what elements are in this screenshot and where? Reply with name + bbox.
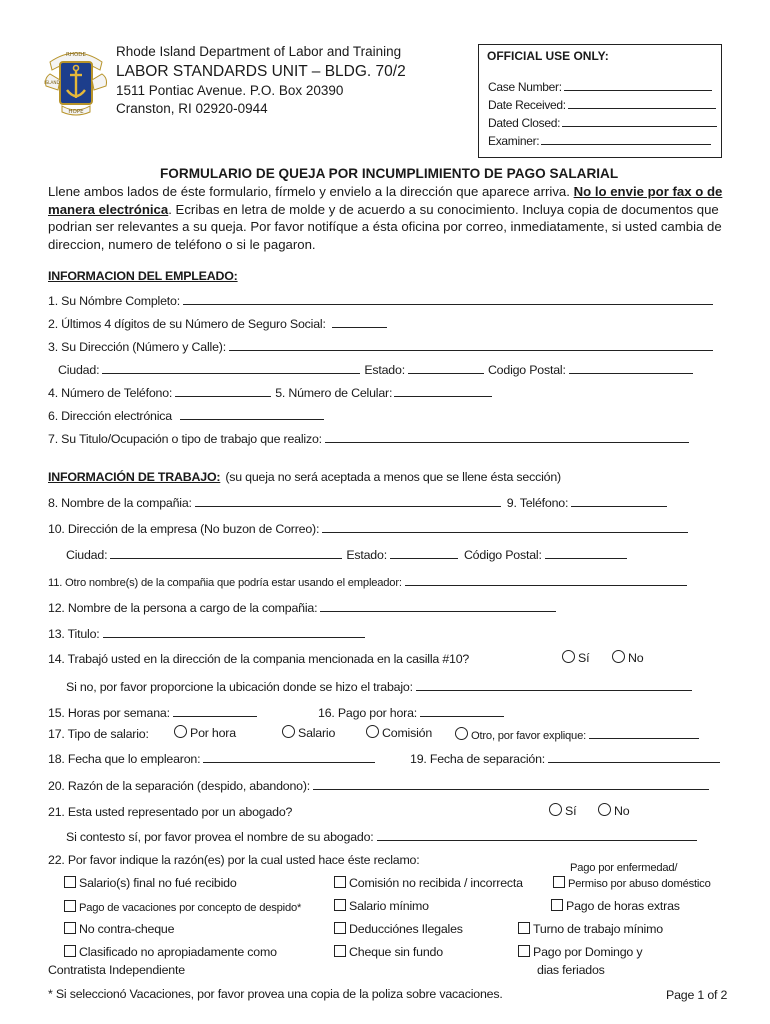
q21-yes-option[interactable] xyxy=(549,803,576,818)
reason-misclassified-label: Clasificado no apropiadamente como xyxy=(79,945,277,959)
company-state-field[interactable] xyxy=(390,547,458,559)
q6-label: 6. Dirección electrónica xyxy=(48,409,172,423)
pay-hour-label: Por hora xyxy=(190,726,236,740)
reason-final-wages-label: Salario(s) final no fué recibido xyxy=(79,876,237,890)
q14-followup-label: Si no, por favor proporcione la ubicación donde se hizo el trabajo: xyxy=(66,680,413,694)
reason-sunday-holiday-checkbox[interactable] xyxy=(518,945,530,957)
reason-sunday-holiday[interactable] xyxy=(518,945,642,959)
q20-label: 20. Razón de la separación (despido, abandono): xyxy=(48,779,311,793)
form-title: FORMULARIO DE QUEJA POR INCUMPLIMIENTO DE PAGO SALARIAL xyxy=(160,166,619,181)
intro-warning: No lo envie por fax o de manera electrónica xyxy=(48,184,723,217)
q21-yes-radio[interactable] xyxy=(549,803,562,816)
separation-date-field[interactable] xyxy=(548,751,720,763)
reason-final-wages-checkbox[interactable] xyxy=(64,876,76,888)
dated-closed-field[interactable] xyxy=(562,115,717,127)
zip-label: Codigo Postal: xyxy=(487,363,566,377)
reason-commission-checkbox[interactable] xyxy=(334,876,346,888)
q18-label: 18. Fecha que lo emplearon: xyxy=(48,752,201,766)
reason-minimum-wage-label: Salario mínimo xyxy=(349,899,429,913)
reason-illegal-deductions-checkbox[interactable] xyxy=(334,922,346,934)
pay-commission-label: Comisión xyxy=(382,726,433,740)
separation-reason-field[interactable] xyxy=(313,778,709,790)
city-label: Ciudad: xyxy=(58,363,100,377)
person-in-charge-field[interactable] xyxy=(320,600,556,612)
pay-other-label: Otro, por favor explique: xyxy=(471,730,587,742)
state-seal xyxy=(40,40,112,118)
q21-label: 21. Esta usted representado por un abogado? xyxy=(48,805,293,819)
reason-overtime[interactable] xyxy=(551,899,680,913)
dated-closed-label: Dated Closed: xyxy=(488,116,561,130)
pay-other-field[interactable] xyxy=(589,727,699,739)
q21-yes-label: Sí xyxy=(565,804,577,818)
q8-label: 8. Nombre de la compañia: xyxy=(48,496,192,510)
reason-no-paystub-label: No contra-cheque xyxy=(79,922,175,936)
reason-minimum-shift-checkbox[interactable] xyxy=(518,922,530,934)
reason-sick-pay-checkbox[interactable] xyxy=(553,876,565,888)
reason-illegal-deductions-label: Deducciónes Ilegales xyxy=(349,922,463,936)
q19-label: 19. Fecha de separación: xyxy=(410,752,546,766)
reason-sick-pay-line1: Pago por enfermedad/ xyxy=(570,862,678,874)
pay-other-radio[interactable] xyxy=(455,727,468,740)
company-name-field[interactable] xyxy=(195,495,501,507)
reason-overtime-label: Pago de horas extras xyxy=(566,899,680,913)
hire-date-field[interactable] xyxy=(203,751,375,763)
svg-text:RHODE: RHODE xyxy=(66,52,86,58)
anchor-seal-icon xyxy=(40,40,112,118)
page-number: Page 1 of 2 xyxy=(666,988,728,1002)
title-field[interactable] xyxy=(103,626,365,638)
pay-other-option[interactable] xyxy=(455,727,699,742)
q14-label: 14. Trabajó usted en la dirección de la compania mencionada en la casilla #10? xyxy=(48,652,470,666)
reason-no-paystub[interactable] xyxy=(64,922,174,936)
examiner-label: Examiner: xyxy=(488,134,540,148)
email-field[interactable] xyxy=(180,408,324,420)
company-phone-field[interactable] xyxy=(571,495,667,507)
reason-no-paystub-checkbox[interactable] xyxy=(64,922,76,934)
reason-misclassified[interactable] xyxy=(64,945,277,959)
work-section-note: (su queja no será aceptada a menos que se llene ésta sección) xyxy=(225,470,561,484)
q16-label: 16. Pago por hora: xyxy=(318,706,418,720)
intro-text-2: . Ecribas en letra de molde y de acuerdo a su conocimiento. Incluya copia de documentos que podrian ser relevantes a su queja. Por favor notifíque a ésta oficina por correo, inmediatamente, si usted cambia de direccion, numero de teléfono o si le pagaron. xyxy=(48,201,722,252)
reason-bad-check-label: Cheque sin fundo xyxy=(349,945,443,959)
q21-no-label: No xyxy=(614,804,630,818)
reason-sunday-holiday-line2: dias feriados xyxy=(537,963,605,977)
occupation-field[interactable] xyxy=(325,431,689,443)
reason-commission[interactable] xyxy=(334,876,523,890)
reason-sick-pay-label: Permiso por abuso doméstico xyxy=(568,878,711,890)
work-section-heading: INFORMACIÓN DE TRABAJO: xyxy=(48,470,221,484)
q4-label: 4. Número de Teléfono: xyxy=(48,386,173,400)
q17-label: 17. Tipo de salario: xyxy=(48,727,149,741)
reason-vacation[interactable] xyxy=(64,900,301,914)
reason-minimum-wage[interactable] xyxy=(334,899,429,913)
reason-misclassified-checkbox[interactable] xyxy=(64,945,76,957)
street-address-field[interactable] xyxy=(229,339,713,351)
case-number-label: Case Number: xyxy=(488,80,562,94)
q15-label: 15. Horas por semana: xyxy=(48,706,170,720)
q7-label: 7. Su Titulo/Ocupación o tipo de trabajo que realizo: xyxy=(48,432,322,446)
agency-name: Rhode Island Department of Labor and Training xyxy=(116,44,402,59)
reason-minimum-shift-label: Turno de trabajo mínimo xyxy=(533,922,663,936)
state-label: Estado: xyxy=(364,363,405,377)
pay-salary-label: Salario xyxy=(298,726,336,740)
q10-label: 10. Dirección de la empresa (No buzon de Correo): xyxy=(48,522,320,536)
company-city-field[interactable] xyxy=(110,547,342,559)
official-use-title: OFFICIAL USE ONLY: xyxy=(487,49,609,63)
city-field[interactable] xyxy=(102,362,360,374)
q11-label: 11. Otro nombre(s) de la compañia que podría estar usando el empleador: xyxy=(48,577,402,589)
reason-minimum-shift[interactable] xyxy=(518,922,663,936)
reason-illegal-deductions[interactable] xyxy=(334,922,463,936)
company-city-label: Ciudad: xyxy=(66,548,108,562)
lawyer-name-field[interactable] xyxy=(377,829,697,841)
q21-followup-label: Si contesto sí, por favor provea el nombre de su abogado: xyxy=(66,830,374,844)
q21-no-radio[interactable] xyxy=(598,803,611,816)
svg-text:ISLAND: ISLAND xyxy=(44,80,60,85)
pay-hour-radio[interactable] xyxy=(174,725,187,738)
company-address-field[interactable] xyxy=(322,521,688,533)
employee-section-heading: INFORMACION DEL EMPLEADO: xyxy=(48,269,238,283)
official-use-box xyxy=(478,44,722,158)
work-location-field[interactable] xyxy=(416,679,692,691)
q14-no-radio[interactable] xyxy=(612,650,625,663)
reason-vacation-checkbox[interactable] xyxy=(64,900,76,912)
q14-yes-radio[interactable] xyxy=(562,650,575,663)
intro-text-1: Llene ambos lados de éste formulario, fírmelo y envielo a la dirección que aparece arriva. xyxy=(48,184,574,199)
reason-vacation-label: Pago de vacaciones por concepto de despido* xyxy=(79,902,302,914)
q12-label: 12. Nombre de la persona a cargo de la compañia: xyxy=(48,601,318,615)
date-received-label: Date Received: xyxy=(488,98,566,112)
q2-label: 2. Últimos 4 dígitos de su Número de Seguro Social: xyxy=(48,317,326,331)
unit-name: LABOR STANDARDS UNIT – BLDG. 70/2 xyxy=(116,63,406,80)
reason-misclassified-line2: Contratista Independiente xyxy=(48,963,185,977)
full-name-field[interactable] xyxy=(183,293,713,305)
phone-field[interactable] xyxy=(175,385,271,397)
hours-per-week-field[interactable] xyxy=(173,705,257,717)
city-line: Cranston, RI 02920-0944 xyxy=(116,101,268,116)
cell-field[interactable] xyxy=(394,385,492,397)
pay-hour-option[interactable] xyxy=(174,725,236,740)
q13-label: 13. Titulo: xyxy=(48,627,100,641)
svg-text:HOPE: HOPE xyxy=(68,109,84,115)
ssn-last4-field[interactable] xyxy=(332,316,387,328)
q14-no-label: No xyxy=(628,651,644,665)
q1-label: 1. Su Nómbre Completo: xyxy=(48,294,180,308)
reason-bad-check[interactable] xyxy=(334,945,443,959)
vacation-footnote: * Si seleccionó Vacaciones, por favor provea una copia de la poliza sobre vacaciones. xyxy=(48,987,503,1001)
q3-label: 3. Su Dirección (Número y Calle): xyxy=(48,340,226,354)
zip-field[interactable] xyxy=(569,362,693,374)
q14-no-option[interactable] xyxy=(612,650,643,665)
intro-paragraph xyxy=(48,183,728,253)
q21-no-option[interactable] xyxy=(598,803,629,818)
reason-sick-pay[interactable] xyxy=(553,876,711,890)
case-number-field[interactable] xyxy=(564,79,712,91)
reason-final-wages[interactable] xyxy=(64,876,237,890)
date-received-field[interactable] xyxy=(568,97,716,109)
state-field[interactable] xyxy=(408,362,484,374)
address-line: 1511 Pontiac Avenue. P.O. Box 20390 xyxy=(116,83,344,98)
q22-label: 22. Por favor indique la razón(es) por la cual usted hace éste reclamo: xyxy=(48,853,420,867)
pay-salary-option[interactable] xyxy=(282,725,335,740)
hourly-pay-field[interactable] xyxy=(420,705,504,717)
pay-commission-option[interactable] xyxy=(366,725,432,740)
q9-label: 9. Teléfono: xyxy=(506,496,569,510)
reason-minimum-wage-checkbox[interactable] xyxy=(334,899,346,911)
company-state-label: Estado: xyxy=(346,548,387,562)
company-zip-label: Código Postal: xyxy=(463,548,542,562)
company-zip-field[interactable] xyxy=(545,547,627,559)
q14-yes-label: Sí xyxy=(578,651,590,665)
q14-yes-option[interactable] xyxy=(562,650,589,665)
q5-label: 5. Número de Celular: xyxy=(275,386,393,400)
reason-sunday-holiday-label: Pago por Domingo y xyxy=(533,945,643,959)
reason-commission-label: Comisión no recibida / incorrecta xyxy=(349,876,523,890)
examiner-field[interactable] xyxy=(541,133,711,145)
pay-salary-radio[interactable] xyxy=(282,725,295,738)
pay-commission-radio[interactable] xyxy=(366,725,379,738)
reason-overtime-checkbox[interactable] xyxy=(551,899,563,911)
reason-bad-check-checkbox[interactable] xyxy=(334,945,346,957)
other-company-names-field[interactable] xyxy=(405,574,687,586)
